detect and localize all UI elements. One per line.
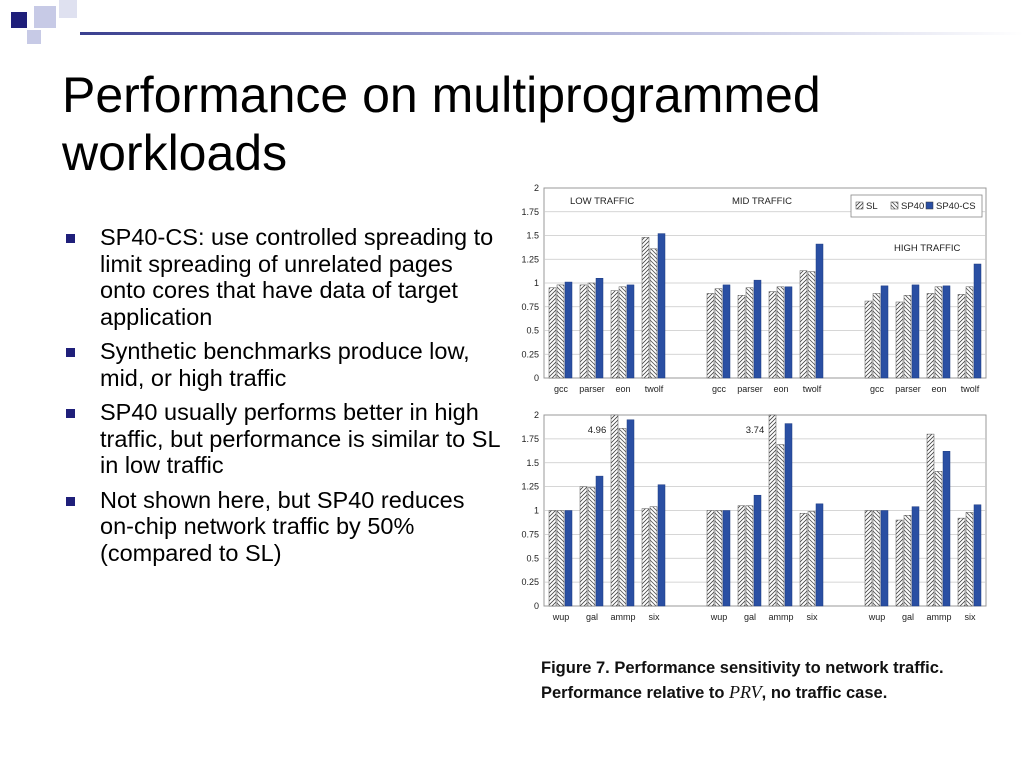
caption-tail: , no traffic case.: [761, 684, 888, 702]
bar-sl: [642, 509, 649, 606]
legend-entry: SL: [866, 201, 878, 212]
deco-square-light: [59, 0, 77, 18]
y-tick-label: 1.75: [521, 433, 539, 444]
x-tick-label: six: [964, 612, 976, 622]
legend-swatch: [856, 202, 863, 209]
y-tick-label: 0: [533, 601, 539, 611]
bar-sp40-cs: [658, 234, 665, 378]
bar-sp40-cs: [943, 451, 950, 606]
y-tick-label: 0.75: [521, 529, 539, 540]
bullet-item: [62, 487, 502, 567]
bar-sp40-cs: [723, 511, 730, 607]
bullet-list: [62, 224, 502, 574]
deco-square-light: [34, 6, 56, 28]
legend-swatch: [891, 202, 898, 209]
bullet-item: [62, 224, 502, 330]
slide-title: Performance on multiprogrammed workloads: [62, 67, 821, 181]
bar-sp40: [935, 287, 942, 378]
x-tick-label: eon: [615, 384, 631, 394]
bar-sp40: [873, 511, 880, 607]
bar-sp40-cs: [943, 286, 950, 378]
bar-sp40-cs: [785, 287, 792, 378]
bar-sp40-cs: [754, 280, 761, 378]
bar-sp40-cs: [658, 485, 665, 606]
off-scale-annotation: 3.74: [745, 425, 765, 436]
x-tick-label: gcc: [711, 384, 727, 394]
bar-sp40: [619, 287, 626, 378]
caption-prv: PRV: [729, 682, 762, 702]
group-label: LOW TRAFFIC: [570, 196, 635, 207]
bar-sp40-cs: [912, 285, 919, 378]
y-tick-label: 1.5: [526, 230, 539, 241]
bar-sl: [958, 294, 965, 378]
bar-sl: [611, 291, 618, 378]
x-tick-label: ammp: [926, 612, 952, 622]
bar-sl: [549, 511, 556, 607]
y-tick-label: 0.25: [521, 577, 539, 588]
bar-sp40: [619, 428, 626, 606]
x-tick-label: gal: [585, 612, 599, 622]
bar-sp40-cs: [881, 286, 888, 378]
bar-sl: [642, 237, 649, 378]
bar-sp40-cs: [816, 504, 823, 606]
y-tick-label: 0.25: [521, 349, 539, 360]
y-tick-label: 1.75: [521, 206, 539, 217]
bullet-item: [62, 338, 502, 391]
y-tick-label: 1.25: [521, 481, 539, 492]
bullet-square-icon: [66, 234, 75, 243]
bar-sl: [611, 415, 618, 606]
caption-lead: Figure 7. Performance sensitivity to network traffic. Performance relative to: [541, 659, 944, 702]
bar-sp40: [808, 272, 815, 378]
x-tick-label: ammp: [610, 612, 636, 622]
bullet-square-icon: [66, 348, 75, 357]
bar-sl: [769, 292, 776, 378]
bar-sp40-cs: [627, 285, 634, 378]
bar-sl: [707, 511, 714, 607]
bullet-text: Not shown here, but SP40 reduces on-chip network traffic by 50% (compared to SL): [100, 486, 465, 566]
bar-sp40-cs: [723, 285, 730, 378]
x-tick-label: twolf: [960, 384, 980, 394]
bar-sp40: [650, 249, 657, 378]
bar-sl: [800, 513, 807, 606]
legend-entry: SP40-CS: [936, 201, 976, 212]
x-tick-label: wup: [868, 612, 886, 622]
bar-sp40: [746, 288, 753, 378]
bar-sp40-cs: [881, 511, 888, 607]
x-tick-label: wup: [552, 612, 570, 622]
bar-sp40: [873, 293, 880, 378]
x-tick-label: eon: [773, 384, 789, 394]
x-tick-label: ammp: [768, 612, 794, 622]
bar-sp40: [777, 287, 784, 378]
x-tick-label: wup: [710, 612, 728, 622]
bar-sp40-cs: [912, 507, 919, 606]
bar-sp40: [966, 287, 973, 378]
x-tick-label: six: [806, 612, 818, 622]
performance-chart: [502, 176, 1002, 626]
bullet-text: Synthetic benchmarks produce low, mid, or high traffic: [100, 338, 470, 391]
x-tick-label: gcc: [553, 384, 569, 394]
bullet-item: [62, 399, 502, 479]
y-tick-label: 0.75: [521, 301, 539, 312]
legend-swatch: [926, 202, 933, 209]
y-tick-label: 2: [533, 410, 539, 420]
y-tick-label: 1: [533, 505, 539, 516]
x-tick-label: twolf: [802, 384, 822, 394]
bar-sl: [896, 520, 903, 606]
legend: [851, 195, 982, 217]
bar-sp40-cs: [565, 511, 572, 607]
off-scale-annotation: 4.96: [587, 425, 607, 436]
deco-square-light: [27, 30, 41, 44]
bar-sp40-cs: [596, 476, 603, 606]
bar-sl: [549, 288, 556, 378]
top-rule: [80, 32, 1024, 35]
group-label: HIGH TRAFFIC: [894, 243, 961, 254]
x-tick-label: gal: [743, 612, 757, 622]
y-tick-label: 1.25: [521, 254, 539, 265]
bullet-text: SP40-CS: use controlled spreading to limit spreading of unrelated pages onto cores that have data of target application: [100, 224, 494, 330]
bar-sp40-cs: [627, 420, 634, 606]
chart-panel-2: [521, 410, 986, 622]
x-tick-label: twolf: [644, 384, 664, 394]
bar-sp40: [904, 515, 911, 606]
bar-sl: [958, 518, 965, 606]
bar-sp40: [935, 471, 942, 606]
bar-sp40: [808, 511, 815, 606]
bar-sl: [738, 506, 745, 606]
bar-sl: [896, 302, 903, 378]
bar-sp40-cs: [565, 282, 572, 378]
group-label: MID TRAFFIC: [732, 196, 792, 207]
x-tick-label: parser: [737, 384, 763, 394]
y-tick-label: 2: [533, 183, 539, 193]
deco-square-dark: [11, 12, 27, 28]
bullet-square-icon: [66, 409, 75, 418]
x-tick-label: eon: [931, 384, 947, 394]
y-tick-label: 0.5: [526, 325, 539, 336]
bar-sp40: [966, 512, 973, 606]
bar-sl: [800, 271, 807, 378]
y-tick-label: 1.5: [526, 457, 539, 468]
bar-sp40: [904, 295, 911, 378]
bar-sl: [707, 293, 714, 378]
bar-sp40: [715, 289, 722, 378]
x-tick-label: gcc: [869, 384, 885, 394]
bar-sp40-cs: [754, 495, 761, 606]
y-tick-label: 1: [533, 278, 539, 288]
bar-sp40: [588, 488, 595, 606]
legend-entry: SP40: [901, 201, 925, 212]
corner-decoration: [0, 0, 80, 50]
x-tick-label: six: [648, 612, 660, 622]
chart-panels: [521, 183, 986, 622]
bar-sp40: [715, 511, 722, 607]
figure-caption: [541, 656, 981, 705]
bar-sp40: [777, 445, 784, 606]
chart-panel-1: [521, 183, 986, 394]
bar-sp40-cs: [785, 424, 792, 606]
bar-sp40-cs: [816, 244, 823, 378]
bar-sp40-cs: [974, 505, 981, 606]
bar-sl: [927, 434, 934, 606]
bar-sp40: [557, 511, 564, 607]
bar-sp40-cs: [974, 264, 981, 378]
bar-sl: [769, 415, 776, 606]
y-tick-label: 0: [533, 373, 539, 383]
y-tick-label: 0.5: [526, 553, 539, 564]
x-tick-label: parser: [579, 384, 605, 394]
bar-sl: [927, 293, 934, 378]
bar-sp40: [557, 285, 564, 378]
bar-sl: [580, 487, 587, 606]
bar-sp40: [588, 283, 595, 378]
bar-sl: [738, 295, 745, 378]
x-tick-label: gal: [901, 612, 915, 622]
bar-sl: [865, 511, 872, 607]
x-tick-label: parser: [895, 384, 921, 394]
bar-sp40: [746, 506, 753, 606]
bar-sp40: [650, 507, 657, 606]
bullet-square-icon: [66, 497, 75, 506]
bar-sl: [580, 285, 587, 378]
bar-sl: [865, 301, 872, 378]
bullet-text: SP40 usually performs better in high traffic, but performance is similar to SL in low traffic: [100, 399, 500, 478]
bar-sp40-cs: [596, 278, 603, 378]
